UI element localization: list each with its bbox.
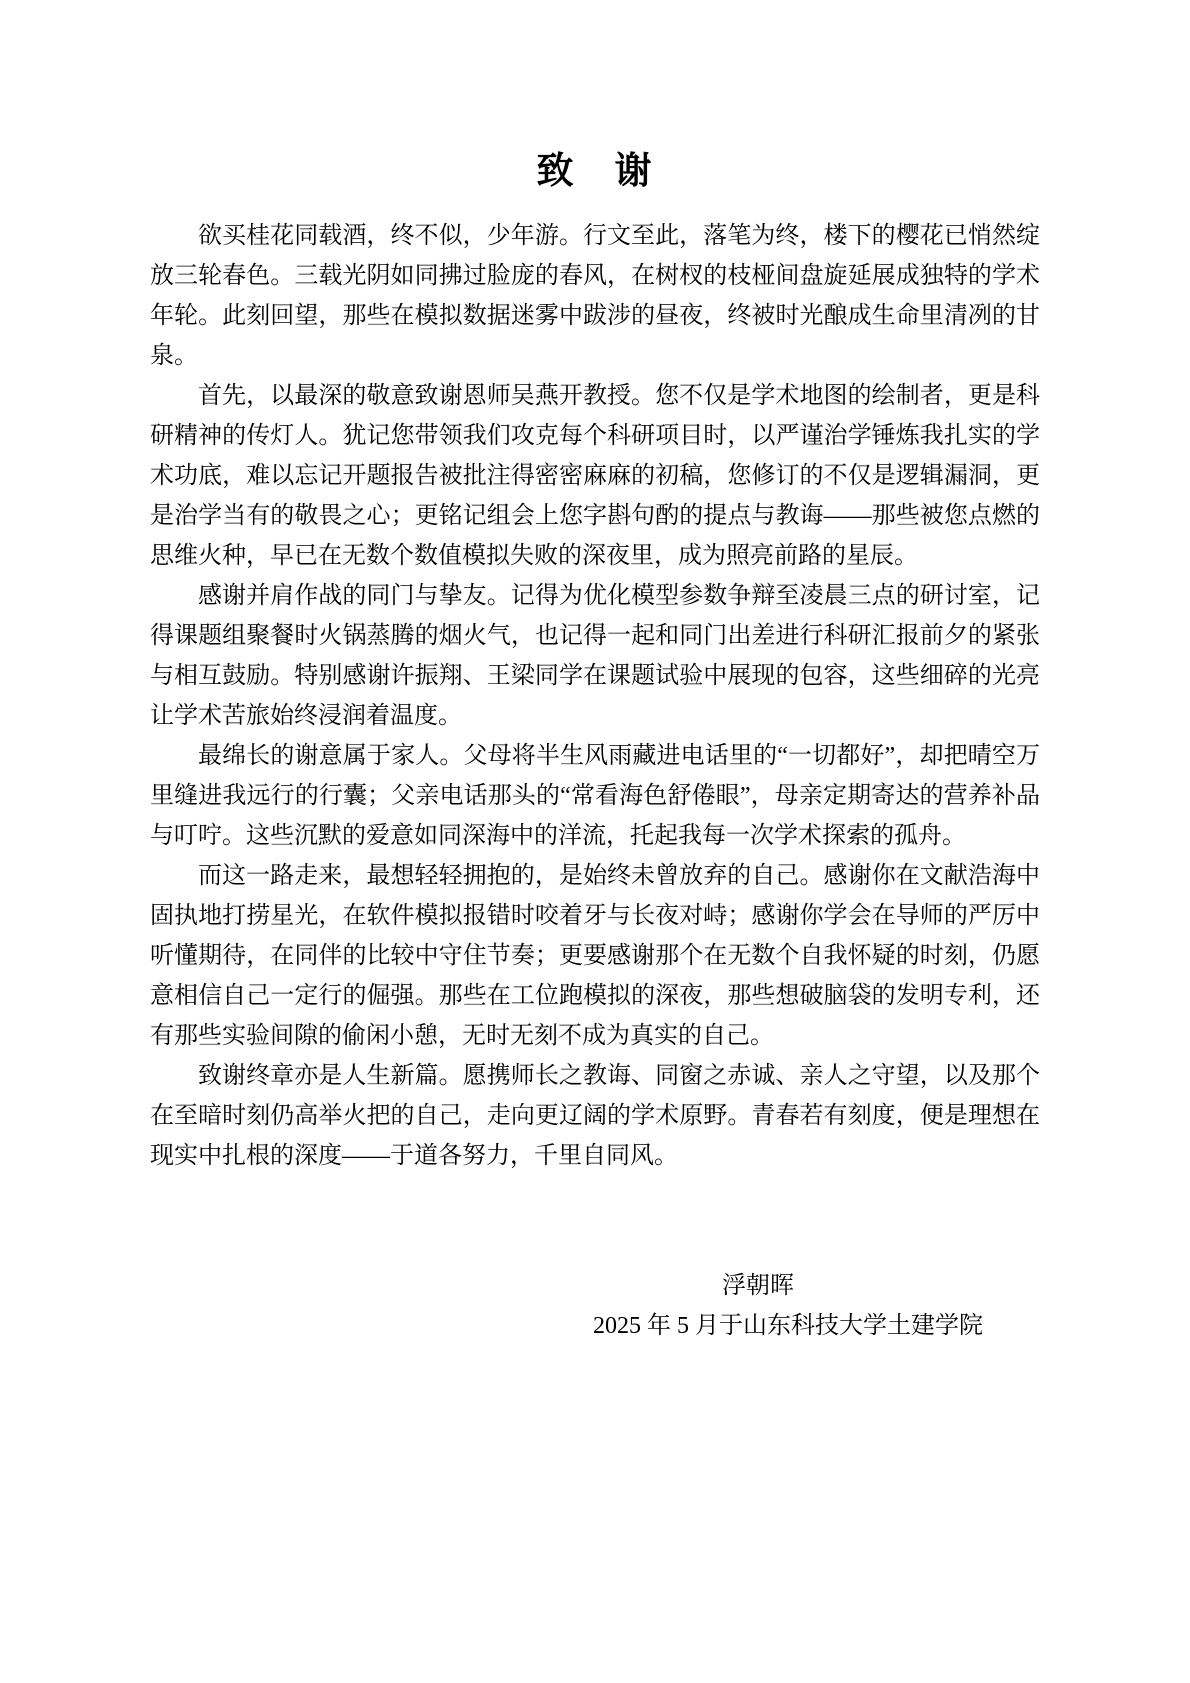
page-title: 致 谢 (536, 151, 654, 192)
body-paragraph: 而这一路走来，最想轻轻拥抱的，是始终未曾放弃的自己。感谢你在文献浩海中固执地打捞星光，在软件模拟报错时咬着牙与长夜对峙；感谢你学会在导师的严厉中听懂期待，在同伴的比较中守住节奏；更要感谢那个在无数个自我怀疑的时刻，仍愿意相信自己一定行的倔强。那些在工位跑模拟的深夜，那些想破脑袋的发明专利，还有那些实验间隙的偷闲小憩，无时无刻不成为真实的自己。 (150, 863, 1040, 1049)
body-paragraph: 欲买桂花同载酒，终不似，少年游。行文至此，落笔为终，楼下的樱花已悄然绽放三轮春色。三载光阴如同拂过脸庞的春风，在树杈的枝桠间盘旋延展成独特的学术年轮。此刻回望，那些在模拟数据迷雾中跋涉的昼夜，终被时光酿成生命里清冽的甘泉。 (150, 223, 1040, 369)
body-paragraph: 最绵长的谢意属于家人。父母将半生风雨藏进电话里的“一切都好”，却把晴空万里缝进我远行的行囊；父亲电话那头的“常看海色舒倦眼”，母亲定期寄达的营养补品与叮咛。这些沉默的爱意如同深海中的洋流，托起我每一次学术探索的孤舟。 (150, 743, 1040, 849)
document-body (150, 216, 1040, 1176)
signature-block (593, 1266, 983, 1346)
signature-name: 浮朝晖 (722, 1273, 794, 1299)
body-paragraph: 首先，以最深的敬意致谢恩师吴燕开教授。您不仅是学术地图的绘制者，更是科研精神的传灯人。犹记您带领我们攻克每个科研项目时，以严谨治学锤炼我扎实的学术功底，难以忘记开题报告被批注得密密麻麻的初稿，您修订的不仅是逻辑漏洞，更是治学当有的敬畏之心；更铭记组会上您字斟句酌的提点与教诲——那些被您点燃的思维火种，早已在无数个数值模拟失败的深夜里，成为照亮前路的星辰。 (150, 383, 1040, 569)
signature-date-line: 2025 年 5 月于山东科技大学土建学院 (593, 1313, 983, 1339)
body-paragraph: 致谢终章亦是人生新篇。愿携师长之教诲、同窗之赤诚、亲人之守望，以及那个在至暗时刻仍高举火把的自己，走向更辽阔的学术原野。青春若有刻度，便是理想在现实中扎根的深度——于道各努力，千里自同风。 (150, 1063, 1040, 1169)
body-paragraph: 感谢并肩作战的同门与挚友。记得为优化模型参数争辩至凌晨三点的研讨室，记得课题组聚餐时火锅蒸腾的烟火气，也记得一起和同门出差进行科研汇报前夕的紧张与相互鼓励。特别感谢许振翔、王梁同学在课题试验中展现的包容，这些细碎的光亮让学术苦旅始终浸润着温度。 (150, 583, 1040, 729)
